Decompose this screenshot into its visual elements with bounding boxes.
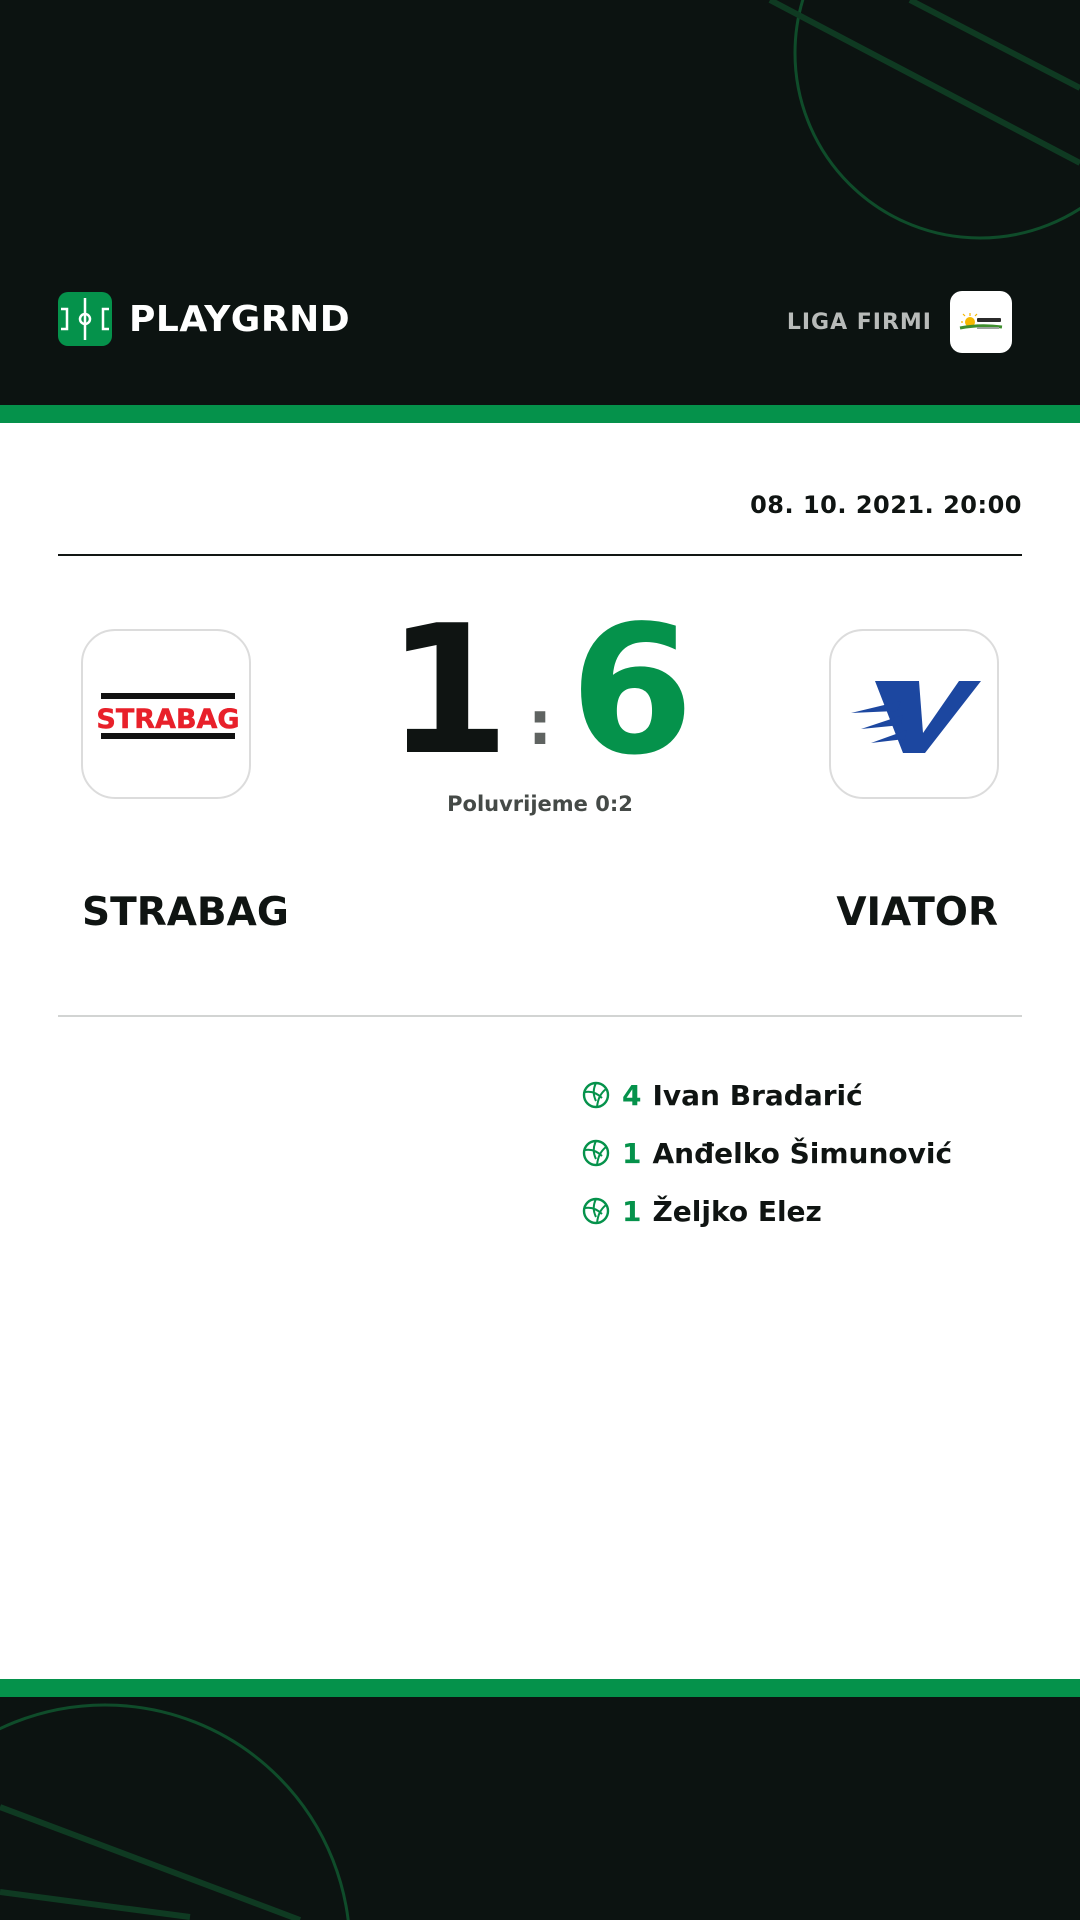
scorer-row bbox=[582, 1124, 1042, 1182]
scorer-row bbox=[582, 1066, 1042, 1124]
league-name: LIGA FIRMI bbox=[786, 309, 932, 335]
footer-band bbox=[0, 1697, 1080, 1920]
brand[interactable] bbox=[58, 291, 350, 347]
footer-accent-bar bbox=[0, 1679, 1080, 1697]
divider bbox=[58, 1015, 1022, 1017]
halftime-score: Poluvrijeme 0:2 bbox=[447, 792, 633, 816]
header-band bbox=[0, 0, 1080, 405]
pitch-lines-decoration bbox=[0, 1697, 1080, 1920]
strabag-logo[interactable] bbox=[81, 629, 251, 799]
header-accent-bar bbox=[0, 405, 1080, 423]
goal-count: 1 bbox=[622, 1194, 642, 1228]
viator-logo[interactable] bbox=[829, 629, 999, 799]
goal-count: 1 bbox=[622, 1136, 642, 1170]
soccer-ball-icon bbox=[582, 1139, 610, 1167]
brand-name: PLAYGRND bbox=[129, 298, 351, 340]
home-team-name[interactable]: STRABAG bbox=[82, 890, 289, 935]
svg-text:STRABAG: STRABAG bbox=[96, 704, 240, 735]
home-score: 1 bbox=[386, 587, 510, 794]
goal-count: 4 bbox=[622, 1078, 642, 1112]
scoreboard bbox=[380, 587, 700, 794]
away-team-name[interactable]: VIATOR bbox=[836, 890, 998, 935]
suncity-logo bbox=[950, 291, 1012, 353]
player-name[interactable]: Ivan Bradarić bbox=[652, 1078, 863, 1112]
score-separator: : bbox=[528, 689, 552, 759]
divider bbox=[58, 554, 1022, 556]
scorer-row bbox=[582, 1182, 1042, 1240]
soccer-ball-icon bbox=[582, 1197, 610, 1225]
away-scorers-list bbox=[582, 1066, 1042, 1240]
match-datetime: 08. 10. 2021. 20:00 bbox=[750, 491, 1022, 519]
pitch-icon bbox=[58, 292, 112, 346]
soccer-ball-icon bbox=[582, 1081, 610, 1109]
player-name[interactable]: Anđelko Šimunović bbox=[652, 1136, 953, 1170]
league[interactable] bbox=[787, 291, 1012, 353]
player-name[interactable]: Željko Elez bbox=[652, 1194, 822, 1228]
away-score: 6 bbox=[570, 587, 694, 794]
